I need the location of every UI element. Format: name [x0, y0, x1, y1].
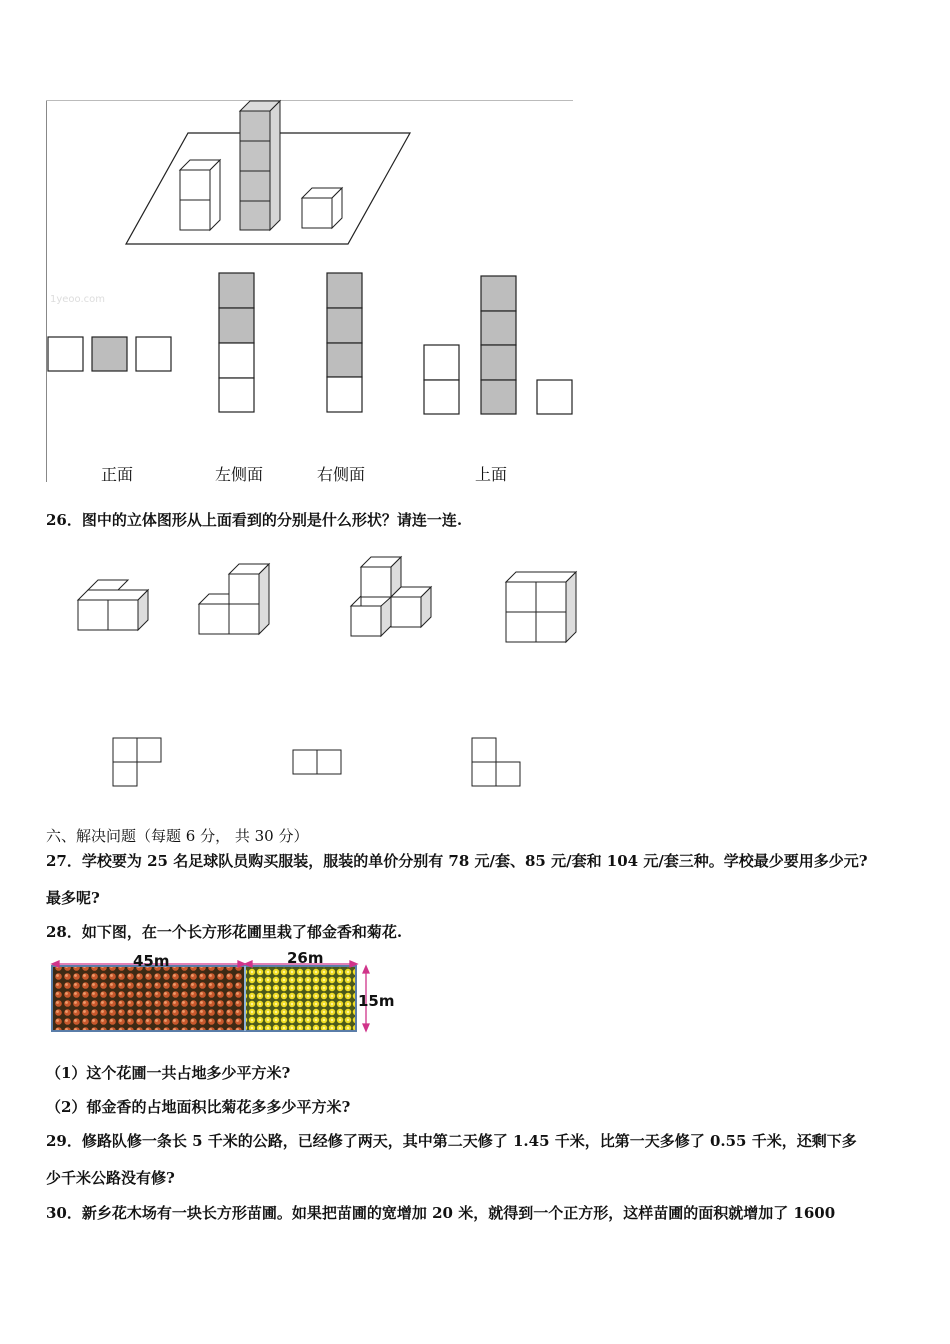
q29-line2: 少千米公路没有修? [46, 1169, 175, 1187]
watermark: 1yeoo.com [50, 294, 106, 305]
q29-line1: 29．修路队修一条长 5 千米的公路，已经修了两天，其中第二天修了 1.45 千米，比第一天多修了 0.55 千米，还剩下多 [46, 1132, 857, 1150]
chrysanthemum-bed [245, 966, 356, 1031]
label-left: 左侧面 [215, 465, 264, 484]
label-top: 上面 [475, 465, 508, 484]
label-right: 右侧面 [317, 465, 366, 484]
label-front: 正面 [101, 465, 134, 484]
label-45m: 45m [133, 952, 170, 970]
label-15m: 15m [358, 992, 395, 1010]
section6-title: 六、解决问题（每题 6 分， 共 30 分） [46, 827, 309, 845]
q27-line1: 27．学校要为 25 名足球队员购买服装，服装的单价分别有 78 元/套、85 元/套和 104 元/套三种。学校最少要用多少元? [46, 852, 868, 870]
tulip-bed [52, 966, 245, 1031]
q28-sub1: （1）这个花圃一共占地多少平方米? [46, 1064, 291, 1082]
q28-text: 28．如下图，在一个长方形花圃里栽了郁金香和菊花. [46, 923, 403, 941]
q30-line1: 30．新乡花木场有一块长方形苗圃。如果把苗圃的宽增加 20 米，就得到一个正方形，这样苗圃的面积就增加了 1600 [46, 1204, 836, 1222]
q26-text: 26．图中的立体图形从上面看到的分别是什么形状？请连一连. [46, 511, 463, 529]
q27-line2: 最多呢? [46, 889, 100, 907]
label-26m: 26m [287, 949, 324, 967]
q28-sub2: （2）郁金香的占地面积比菊花多多少平方米? [46, 1098, 351, 1116]
